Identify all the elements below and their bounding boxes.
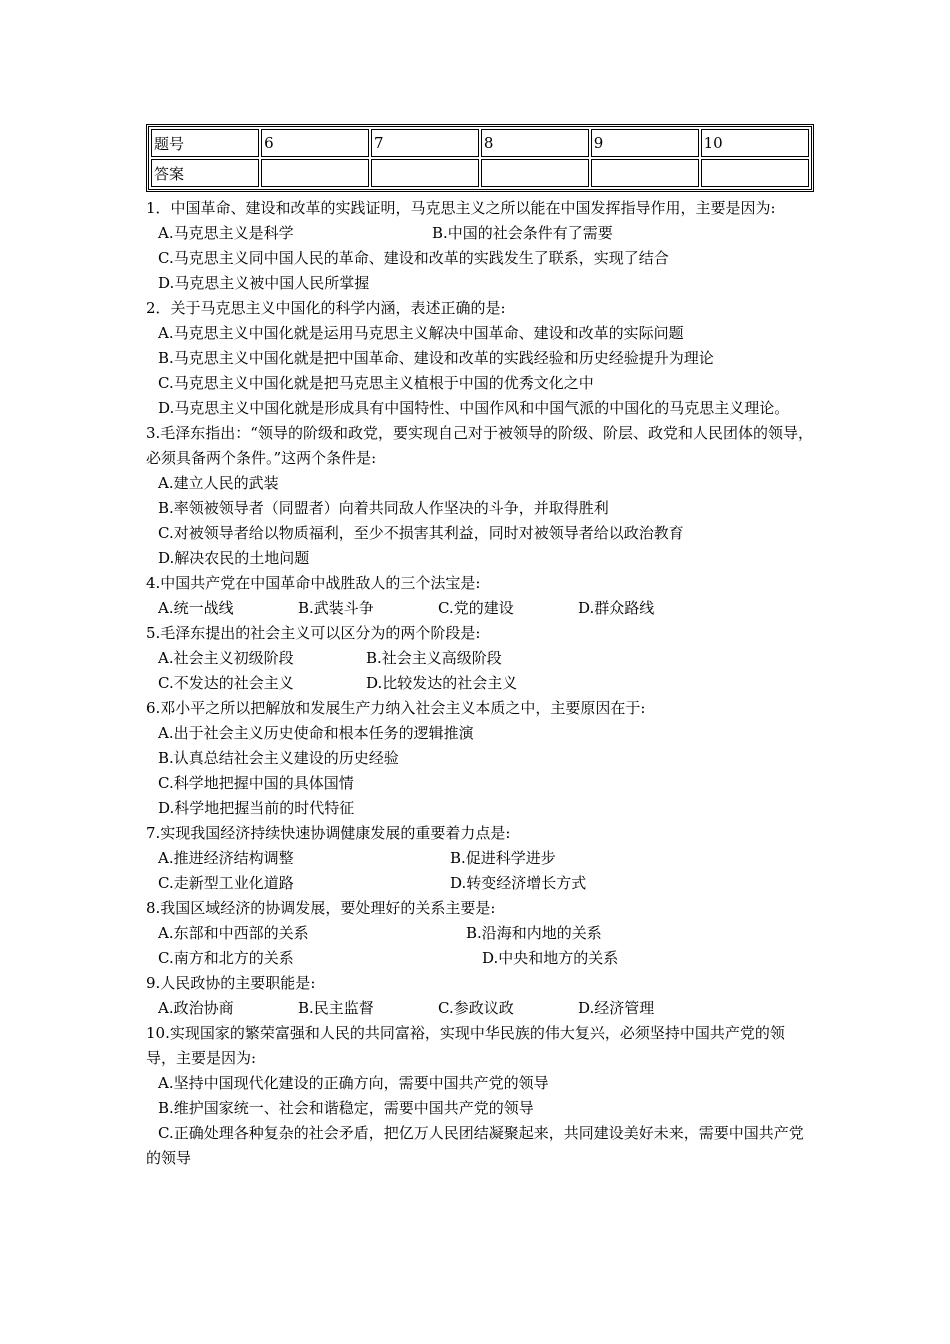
number-cell: 9 bbox=[591, 129, 699, 157]
question-stem: 9.人民政协的主要职能是: bbox=[146, 974, 316, 992]
answer-cell[interactable] bbox=[701, 159, 809, 187]
question-stem: 8.我国区域经济的协调发展，要处理好的关系主要是: bbox=[146, 899, 496, 917]
option-row bbox=[146, 846, 814, 871]
option-row bbox=[146, 871, 814, 896]
question-stem: 2．关于马克思主义中国化的科学内涵，表述正确的是: bbox=[146, 299, 506, 317]
question-stem: 6.邓小平之所以把解放和发展生产力纳入社会主义本质之中，主要原因在于: bbox=[146, 699, 646, 717]
option: A.马克思主义是科学 bbox=[158, 224, 294, 242]
option: C.不发达的社会主义 bbox=[158, 674, 294, 692]
option-row bbox=[146, 596, 814, 621]
option: B.民主监督 bbox=[298, 999, 374, 1017]
option: C.马克思主义中国化就是把马克思主义植根于中国的优秀文化之中 bbox=[158, 374, 594, 392]
option: A.建立人民的武装 bbox=[158, 474, 279, 492]
question-3 bbox=[146, 421, 814, 571]
option-row bbox=[146, 946, 814, 971]
option: B.武装斗争 bbox=[298, 599, 374, 617]
number-cell: 6 bbox=[261, 129, 369, 157]
question-9 bbox=[146, 971, 814, 1021]
question-stem: 5.毛泽东提出的社会主义可以区分为的两个阶段是: bbox=[146, 624, 481, 642]
option: D.马克思主义被中国人民所掌握 bbox=[158, 274, 370, 292]
number-cell: 8 bbox=[481, 129, 589, 157]
question-1 bbox=[146, 196, 814, 296]
answer-cell[interactable] bbox=[371, 159, 479, 187]
option: C.正确处理各种复杂的社会矛盾，把亿万人民团结凝聚起来，共同建设美好未来，需要中国共产党的领导 bbox=[146, 1124, 804, 1167]
option: B.马克思主义中国化就是把中国革命、建设和改革的实践经验和历史经验提升为理论 bbox=[158, 349, 714, 367]
option: B.中国的社会条件有了需要 bbox=[432, 224, 613, 242]
option: A.出于社会主义历史使命和根本任务的逻辑推演 bbox=[158, 724, 474, 742]
option-row bbox=[146, 921, 814, 946]
option: B.促进科学进步 bbox=[450, 849, 556, 867]
option: A.统一战线 bbox=[158, 599, 234, 617]
option-row bbox=[146, 996, 814, 1021]
question-stem: 4.中国共产党在中国革命中战胜敌人的三个法宝是: bbox=[146, 574, 481, 592]
option: C.对被领导者给以物质福利，至少不损害其利益，同时对被领导者给以政治教育 bbox=[158, 524, 684, 542]
question-7 bbox=[146, 821, 814, 896]
exam-page bbox=[146, 124, 814, 1171]
option: C.南方和北方的关系 bbox=[158, 949, 294, 967]
option: C.走新型工业化道路 bbox=[158, 874, 294, 892]
answer-table bbox=[146, 124, 814, 192]
option: B.认真总结社会主义建设的历史经验 bbox=[158, 749, 399, 767]
number-cell: 7 bbox=[371, 129, 479, 157]
question-10 bbox=[146, 1021, 814, 1171]
question-stem: 7.实现我国经济持续快速协调健康发展的重要着力点是: bbox=[146, 824, 511, 842]
option: B.社会主义高级阶段 bbox=[366, 649, 502, 667]
question-5 bbox=[146, 621, 814, 696]
option: C.科学地把握中国的具体国情 bbox=[158, 774, 354, 792]
option: A.坚持中国现代化建设的正确方向，需要中国共产党的领导 bbox=[158, 1074, 549, 1092]
answer-cell[interactable] bbox=[261, 159, 369, 187]
header-cell: 答案 bbox=[151, 159, 259, 187]
question-stem: 3.毛泽东指出：“领导的阶级和政党，要实现自己对于被领导的阶级、阶层、政党和人民团体的领导，必须具备两个条件。”这两个条件是: bbox=[146, 424, 813, 467]
option: D.解决农民的土地问题 bbox=[158, 549, 310, 567]
option: A.政治协商 bbox=[158, 999, 234, 1017]
option: A.东部和中西部的关系 bbox=[158, 924, 309, 942]
option: C.马克思主义同中国人民的革命、建设和改革的实践发生了联系，实现了结合 bbox=[158, 249, 669, 267]
question-4 bbox=[146, 571, 814, 621]
option: A.马克思主义中国化就是运用马克思主义解决中国革命、建设和改革的实际问题 bbox=[158, 324, 684, 342]
option-row bbox=[146, 221, 814, 246]
option: D.转变经济增长方式 bbox=[450, 874, 587, 892]
question-number-row bbox=[151, 129, 809, 157]
option-row bbox=[146, 646, 814, 671]
answer-cell[interactable] bbox=[481, 159, 589, 187]
option-row bbox=[146, 671, 814, 696]
question-8 bbox=[146, 896, 814, 971]
option: A.推进经济结构调整 bbox=[158, 849, 294, 867]
question-6 bbox=[146, 696, 814, 821]
option: C.党的建设 bbox=[438, 599, 514, 617]
option: D.经济管理 bbox=[578, 999, 655, 1017]
answer-cell[interactable] bbox=[591, 159, 699, 187]
option: D.群众路线 bbox=[578, 599, 655, 617]
option: A.社会主义初级阶段 bbox=[158, 649, 294, 667]
header-cell: 题号 bbox=[151, 129, 259, 157]
option: B.沿海和内地的关系 bbox=[466, 924, 602, 942]
question-stem: 10.实现国家的繁荣富强和人民的共同富裕，实现中华民族的伟大复兴，必须坚持中国共产党的领导，主要是因为: bbox=[146, 1024, 785, 1067]
option: D.科学地把握当前的时代特征 bbox=[158, 799, 355, 817]
option: D.比较发达的社会主义 bbox=[366, 674, 518, 692]
number-cell: 10 bbox=[701, 129, 809, 157]
option: B.率领被领导者（同盟者）向着共同敌人作坚决的斗争，并取得胜利 bbox=[158, 499, 609, 517]
option: D.马克思主义中国化就是形成具有中国特性、中国作风和中国气派的中国化的马克思主义理论。 bbox=[158, 399, 790, 417]
question-2 bbox=[146, 296, 814, 421]
option: B.维护国家统一、社会和谐稳定，需要中国共产党的领导 bbox=[158, 1099, 534, 1117]
option: C.参政议政 bbox=[438, 999, 514, 1017]
option: D.中央和地方的关系 bbox=[482, 949, 619, 967]
question-stem: 1．中国革命、建设和改革的实践证明，马克思主义之所以能在中国发挥指导作用，主要是因为: bbox=[146, 199, 776, 217]
answer-row bbox=[151, 159, 809, 187]
